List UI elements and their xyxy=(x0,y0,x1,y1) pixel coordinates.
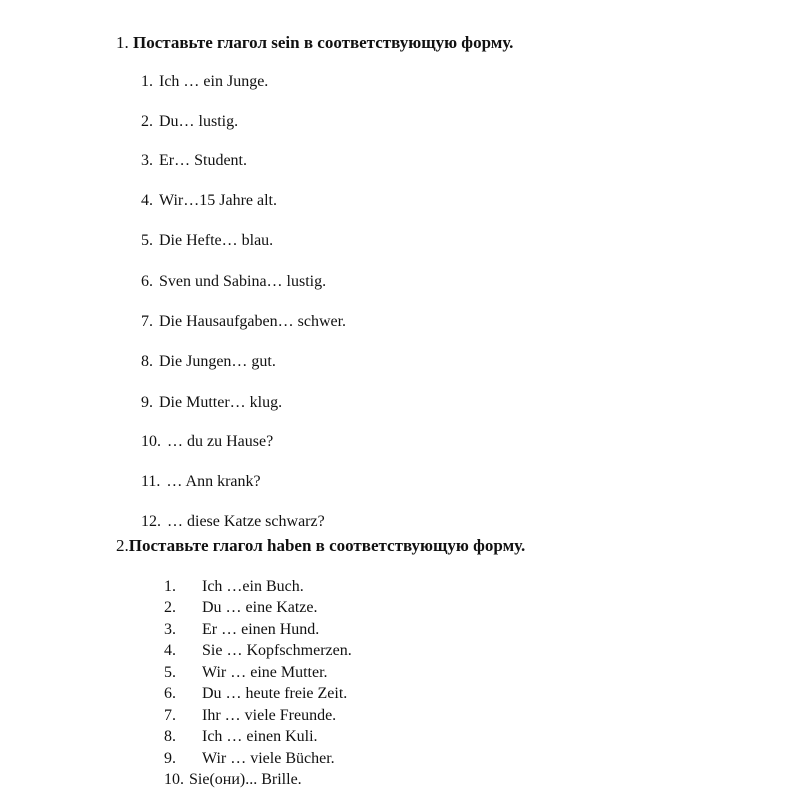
exercise-2-item: 2. Du … eine Katze. xyxy=(164,599,318,616)
exercise-1-item: 11. … Ann krank? xyxy=(141,473,261,490)
exercise-2-item: 10. Sie(они)... Brille. xyxy=(164,771,302,788)
exercise-2-number: 2. xyxy=(116,536,129,555)
exercise-1-item: 5. Die Hefte… blau. xyxy=(141,232,274,249)
exercise-1-item: 8. Die Jungen… gut. xyxy=(141,353,276,370)
exercise-2-item: 1. Ich …ein Buch. xyxy=(164,578,304,595)
exercise-2-item: 5. Wir … eine Mutter. xyxy=(164,664,328,681)
exercise-1-item: 12. … diese Katze schwarz? xyxy=(141,513,325,530)
exercise-2-item: 7. Ihr … viele Freunde. xyxy=(164,707,337,724)
exercise-1-item: 1. Ich … ein Junge. xyxy=(141,73,269,90)
exercise-2-item: 9. Wir … viele Bücher. xyxy=(164,750,335,767)
exercise-2-item: 8. Ich … einen Kuli. xyxy=(164,728,318,745)
exercise-1-heading xyxy=(116,33,513,53)
exercise-1-instruction: Поставьте глагол sein в соответствующую форму. xyxy=(133,33,514,52)
exercise-1-item: 9. Die Mutter… klug. xyxy=(141,394,283,411)
exercise-1-item: 7. Die Hausaufgaben… schwer. xyxy=(141,313,347,330)
exercise-1-item: 4. Wir…15 Jahre alt. xyxy=(141,192,277,209)
exercise-1-number: 1. xyxy=(116,33,129,52)
exercise-1-item: 10. … du zu Hause? xyxy=(141,433,274,450)
exercise-2-item: 4. Sie … Kopfschmerzen. xyxy=(164,642,352,659)
exercise-2-heading xyxy=(116,536,525,556)
exercise-2-instruction: Поставьте глагол haben в соответствующую форму. xyxy=(128,536,526,555)
exercise-1-item: 2. Du… lustig. xyxy=(141,113,239,130)
exercise-1-item: 6. Sven und Sabina… lustig. xyxy=(141,273,327,290)
exercise-2-item: 3. Er … einen Hund. xyxy=(164,621,320,638)
exercise-1-item: 3. Er… Student. xyxy=(141,152,247,169)
exercise-2-item: 6. Du … heute freie Zeit. xyxy=(164,685,348,702)
